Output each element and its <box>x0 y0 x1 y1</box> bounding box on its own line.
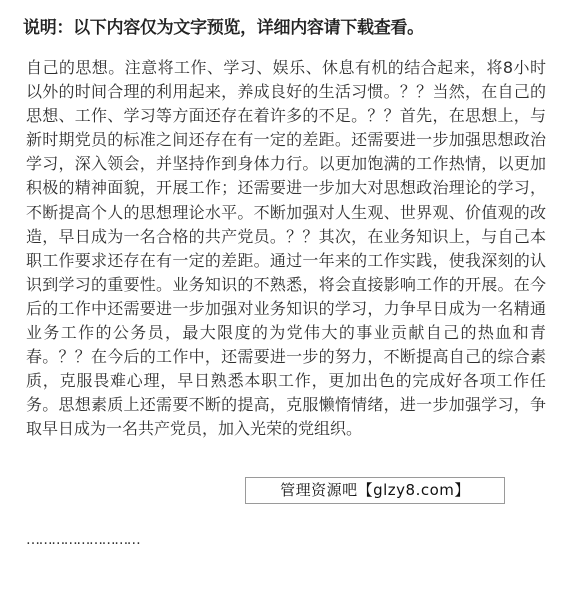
site-watermark: 管理资源吧【glzy8.com】 <box>245 477 505 504</box>
preview-notice: 说明：以下内容仅为文字预览，详细内容请下载查看。 <box>23 18 424 38</box>
document-body-text: 自己的思想。注意将工作、学习、娱乐、休息有机的结合起来，将8小时以外的时间合理的利用起来，养成良好的生活习惯。？？当然，在自己的思想、工作、学习等方面还存在着许多的不足。？？首先，在思想上，与新时期党员的标准之间还存在有一定的差距。还需要进一步加强思想政治学习，深入领会，并坚持作到身体力行。以更加饱满的工作热情，以更加积极的精神面貌，开展工作；还需要进一步加大对思想政治理论的学习，不断提高个人的思想理论水平。不断加强对人生观、世界观、价值观的改造，早日成为一名合格的共产党员。？？其次，在业务知识上，与自己本职工作要求还存在有一定的差距。通过一年来的工作实践，使我深刻的认识到学习的重要性。业务知识的不熟悉，将会直接影响工作的开展。在今后的工作中还需要进一步加强对业务知识的学习，力争早日成为一名精通业务工作的公务员，最大限度的为党伟大的事业贡献自己的热血和青春。？？在今后的工作中，还需要进一步的努力，不断提高自己的综合素质，克服畏难心理，早日熟悉本职工作，更加出色的完成好各项工作任务。思想素质上还需要不断的提高，克服懒惰情绪，进一步加强学习，争取早日成为一名共产党员，加入光荣的党组织。 <box>26 58 546 439</box>
truncation-ellipsis: ……………………… <box>26 532 140 548</box>
